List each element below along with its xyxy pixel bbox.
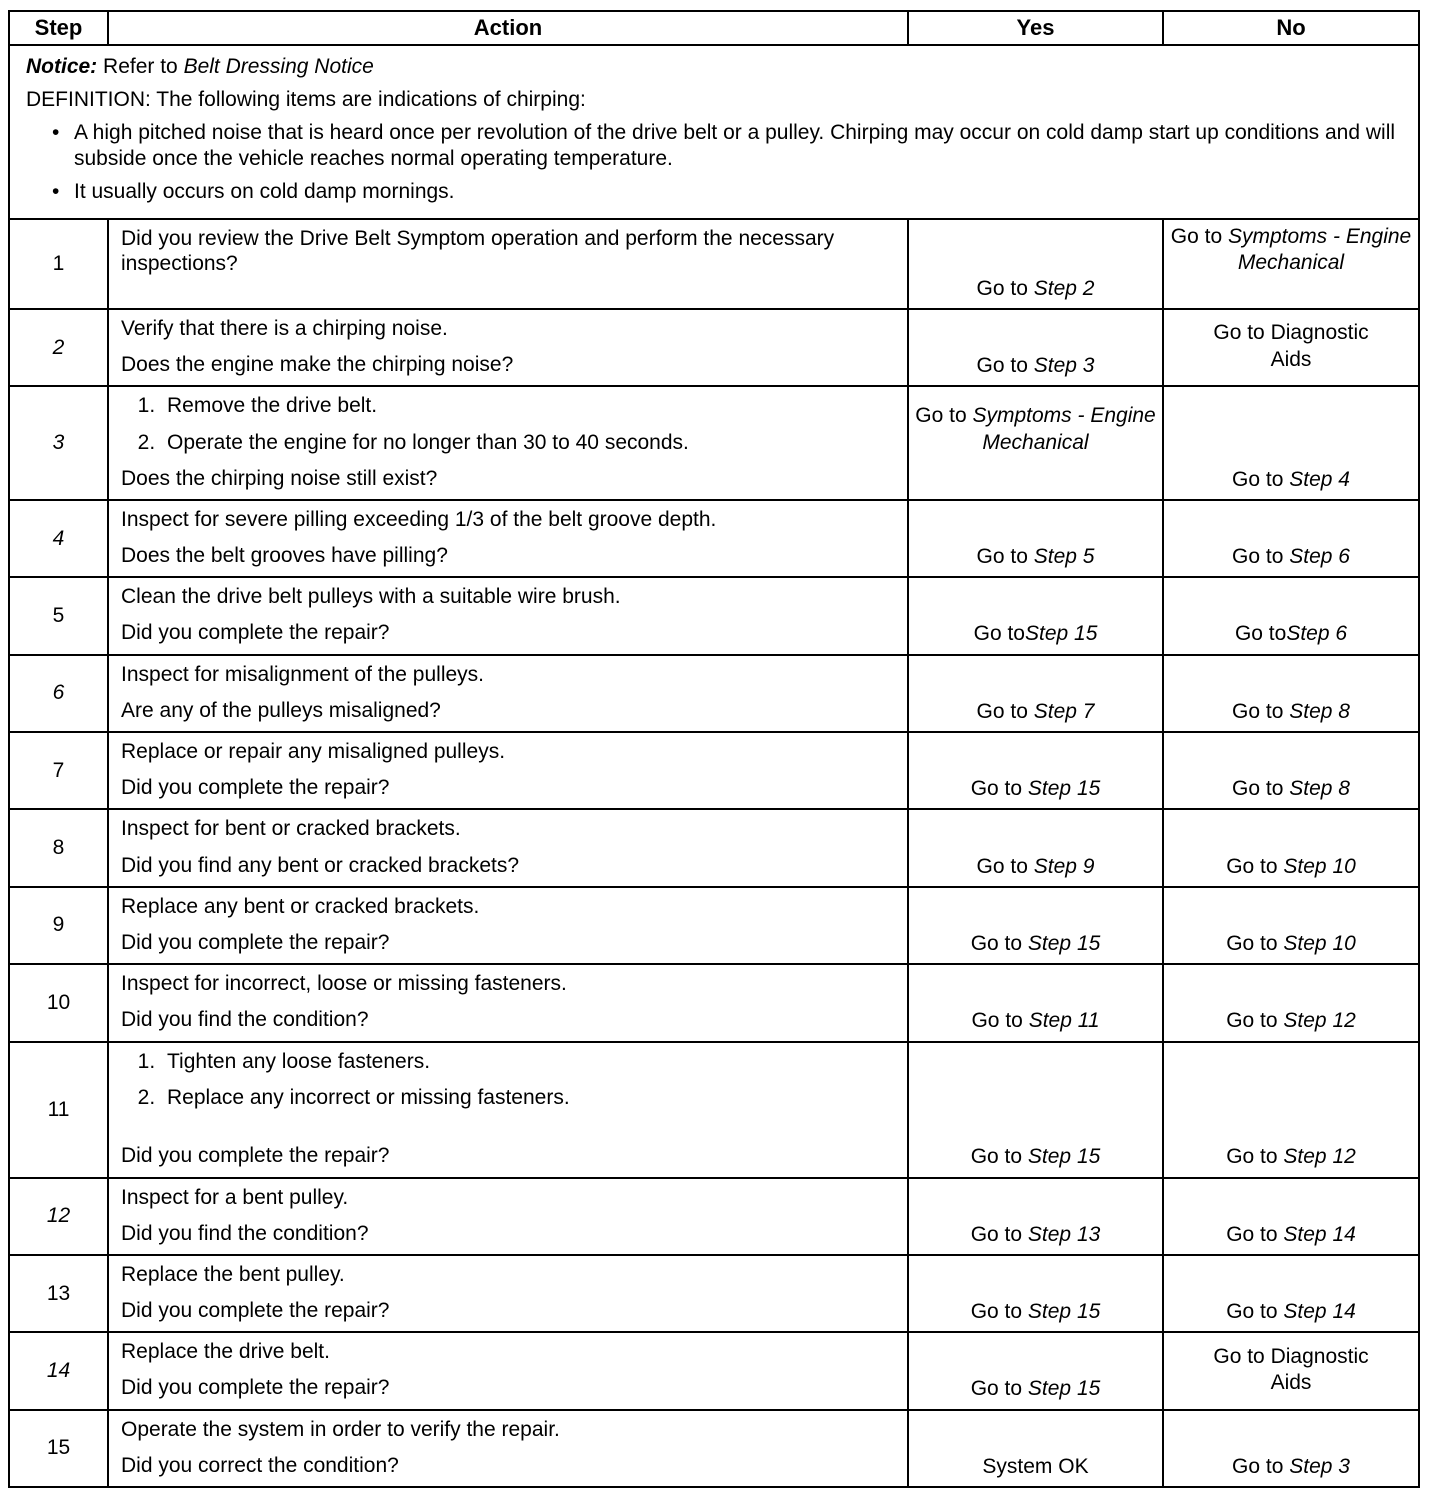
yes-cell [908,386,1163,500]
go-to-label: Go to [1232,699,1284,723]
diagnostic-table [8,10,1420,1488]
go-to-label: Go to [1232,777,1284,801]
go-to-label: Go to [970,931,1023,955]
table-row [9,964,1419,1041]
no-reference: Step 10 [1283,931,1356,955]
yes-reference: Step 11 [1028,1009,1100,1033]
go-to-label: Go to [970,777,1023,801]
yes-reference: Step 13 [1027,1222,1101,1246]
intro-cell [9,45,1419,219]
action-question: Did you find the condition? [121,1221,369,1245]
table-row [9,219,1419,309]
no-cell [1163,732,1419,809]
no-text: Go to Diagnostic Aids [1213,321,1369,371]
table-row [9,1255,1419,1332]
no-cell [1163,887,1419,964]
step-number: 3 [9,386,108,500]
go-to-label: Go to [1226,1145,1278,1169]
go-to-label: Go to [970,1377,1023,1401]
action-step: 2. Replace any incorrect or missing fasteners. [161,1085,895,1110]
action-text: Replace the bent pulley. [121,1262,345,1286]
step-number: 13 [9,1255,108,1332]
action-question: Did you find any bent or cracked brackets? [121,853,520,877]
yes-cell [908,655,1163,732]
action-cell [108,732,908,809]
action-question: Did you complete the repair? [121,621,390,645]
go-to-label: Go to [970,1300,1023,1323]
no-reference: Step 6 [1286,622,1348,646]
no-reference: Symptoms - Engine Mechanical [1227,224,1412,275]
action-question: Did you find the condition? [121,1008,369,1032]
no-cell [1163,219,1419,309]
yes-cell [908,577,1163,654]
header-no: No [1163,11,1419,45]
action-cell [108,1332,908,1409]
action-cell [108,964,908,1041]
table-row [9,1042,1419,1178]
action-steps [121,1049,895,1110]
no-reference: Step 10 [1283,854,1356,878]
action-text: Inspect for severe pilling exceeding 1/3 of the belt groove depth. [121,507,717,531]
action-text: Replace any bent or cracked brackets. [121,894,480,918]
definition-item: • A high pitched noise that is heard once per revolution of the drive belt or a pulley. Chirping may occur on cold damp start up conditions and will subside once the vehicle reaches normal operating temperature. [74,120,1404,170]
go-to-label: Go to [973,622,1025,646]
notice-reference: Belt Dressing Notice [183,55,374,78]
yes-reference: Step 2 [1033,276,1095,300]
action-step: 1. Remove the drive belt. [161,393,895,418]
no-reference: Step 14 [1283,1222,1356,1246]
action-step: 1. Tighten any loose fasteners. [161,1049,895,1074]
step-number: 12 [9,1178,108,1255]
action-cell [108,655,908,732]
step-number: 8 [9,809,108,886]
action-text: Replace or repair any misaligned pulleys. [121,740,506,763]
notice-text: Refer to [97,55,184,78]
table-row [9,655,1419,732]
step-number: 2 [9,309,108,386]
go-to-label: Go to [976,276,1028,300]
yes-cell [908,1410,1163,1487]
no-reference: Step 6 [1289,545,1350,568]
action-cell [108,386,908,500]
step-number: 1 [9,219,108,309]
yes-cell [908,809,1163,886]
yes-reference: Step 15 [1027,1145,1101,1169]
action-question: Did you complete the repair? [121,1143,390,1167]
action-text: Operate the system in order to verify the repair. [121,1417,560,1441]
no-cell [1163,655,1419,732]
step-number: 7 [9,732,108,809]
go-to-label: Go to [976,699,1028,723]
table-row [9,1178,1419,1255]
step-number: 14 [9,1332,108,1409]
yes-cell [908,1332,1163,1409]
action-cell [108,809,908,886]
yes-reference: Step 15 [1027,1300,1101,1323]
header-step: Step [9,11,108,45]
table-row [9,309,1419,386]
no-reference: Step 14 [1283,1300,1356,1323]
yes-cell [908,732,1163,809]
go-to-label: Go to [970,1145,1023,1169]
no-cell [1163,309,1419,386]
action-cell [108,1255,908,1332]
step-number: 11 [9,1042,108,1178]
go-to-label: Go to [970,1222,1023,1246]
step-number: 5 [9,577,108,654]
no-reference: Step 12 [1283,1145,1356,1169]
yes-reference: Step 15 [1027,777,1101,801]
action-cell [108,887,908,964]
definition: DEFINITION: The following items are indications of chirping: [26,88,586,112]
go-to-label: Go to [971,1009,1023,1033]
yes-cell [908,1178,1163,1255]
action-text: Clean the drive belt pulleys with a suitable wire brush. [121,585,621,609]
no-reference: Step 4 [1289,467,1350,491]
action-cell [108,219,908,309]
go-to-label: Go to [1232,545,1284,568]
action-text: Did you review the Drive Belt Symptom operation and perform the necessary inspections? [121,226,835,276]
action-cell [108,500,908,577]
action-text: Verify that there is a chirping noise. [121,316,448,340]
yes-cell [908,219,1163,309]
action-cell [108,577,908,654]
no-cell [1163,1332,1419,1409]
go-to-label: Go to [976,854,1028,878]
no-cell [1163,500,1419,577]
step-number: 15 [9,1410,108,1487]
yes-cell [908,1255,1163,1332]
notice-label: Notice: [26,55,98,78]
definition-item: • It usually occurs on cold damp mornings. [74,179,1404,204]
spacer [121,1121,895,1143]
header-yes: Yes [908,11,1163,45]
yes-cell [908,309,1163,386]
go-to-label: Go to [1170,224,1223,248]
go-to-label: Go to [1226,1300,1278,1323]
step-number: 9 [9,887,108,964]
action-question: Did you correct the condition? [121,1453,399,1477]
no-cell [1163,809,1419,886]
no-cell [1163,964,1419,1041]
action-text: Inspect for misalignment of the pulleys. [121,662,485,686]
yes-text: System OK [982,1454,1089,1478]
table-row [9,386,1419,500]
yes-reference: Step 15 [1027,931,1101,955]
notice [26,54,1404,79]
action-text: Inspect for bent or cracked brackets. [121,817,461,841]
go-to-label: Go to [1226,1009,1278,1033]
yes-reference: Step 7 [1033,699,1095,723]
action-question: Did you complete the repair? [121,776,390,800]
yes-reference: Step 5 [1033,545,1095,568]
action-cell [108,1042,908,1178]
go-to-label: Go to [1232,1454,1284,1478]
header-row [9,11,1419,45]
yes-cell [908,500,1163,577]
go-to-label: Go to [915,404,967,428]
table-row [9,577,1419,654]
table-row [9,1332,1419,1409]
no-cell [1163,577,1419,654]
yes-reference: Step 15 [1024,622,1098,646]
no-cell [1163,1042,1419,1178]
yes-reference: Symptoms - Engine Mechanical [972,404,1156,454]
step-number: 6 [9,655,108,732]
action-step: 2. Operate the engine for no longer than 30 to 40 seconds. [161,430,895,455]
header-action: Action [108,11,908,45]
no-cell [1163,1178,1419,1255]
action-cell [108,309,908,386]
action-text: Replace the drive belt. [121,1340,330,1364]
table-row [9,1410,1419,1487]
diagnostic-table-wrapper [8,10,1418,1488]
go-to-label: Go to [1226,1222,1278,1246]
yes-cell [908,1042,1163,1178]
no-reference: Step 12 [1283,1009,1356,1033]
yes-reference: Step 9 [1033,854,1095,878]
no-reference: Step 8 [1289,777,1350,801]
action-text: Inspect for incorrect, loose or missing fasteners. [121,972,567,996]
no-reference: Step 3 [1289,1454,1350,1478]
action-question: Did you complete the repair? [121,1299,390,1323]
yes-cell [908,964,1163,1041]
go-to-label: Go to [1226,854,1278,878]
action-text: Inspect for a bent pulley. [121,1185,349,1209]
go-to-label: Go to [1226,931,1278,955]
action-question: Are any of the pulleys misaligned? [121,698,441,722]
action-question: Does the engine make the chirping noise? [121,353,514,377]
go-to-label: Go to [1234,622,1287,646]
table-row [9,500,1419,577]
table-row [9,809,1419,886]
action-question: Did you complete the repair? [121,930,390,954]
action-question: Does the chirping noise still exist? [121,466,438,490]
action-question: Did you complete the repair? [121,1376,390,1400]
action-steps [121,393,895,454]
go-to-label: Go to [1232,467,1284,491]
table-row [9,887,1419,964]
step-number: 10 [9,964,108,1041]
yes-reference: Step 15 [1027,1377,1101,1401]
action-cell [108,1178,908,1255]
no-cell [1163,1410,1419,1487]
yes-cell [908,887,1163,964]
action-cell [108,1410,908,1487]
yes-reference: Step 3 [1033,354,1095,378]
action-question: Does the belt grooves have pilling? [121,544,448,568]
go-to-label: Go to [976,354,1028,378]
no-cell [1163,386,1419,500]
no-text: Go to Diagnostic Aids [1213,1344,1369,1394]
no-reference: Step 8 [1289,699,1350,723]
step-number: 4 [9,500,108,577]
table-row [9,732,1419,809]
intro-row [9,45,1419,219]
go-to-label: Go to [976,545,1028,568]
no-cell [1163,1255,1419,1332]
definition-list [26,120,1404,204]
